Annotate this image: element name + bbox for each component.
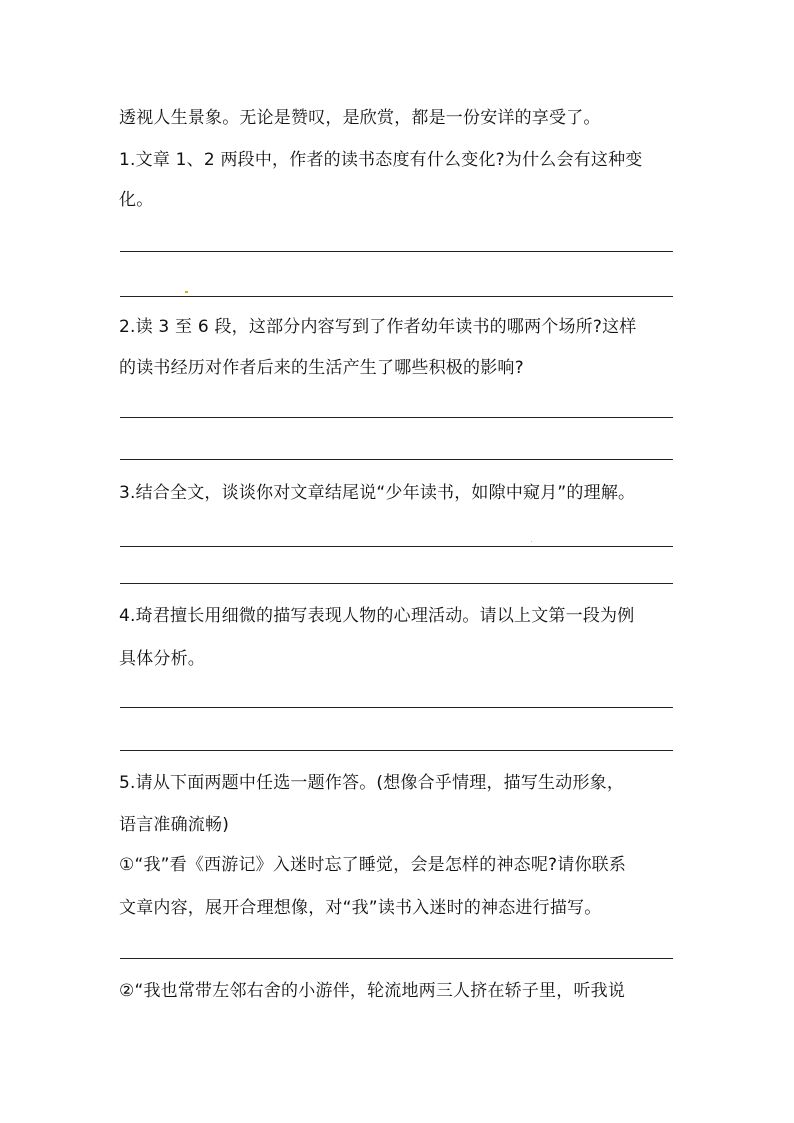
question-3-line-1: 3.结合全文，谈谈你对文章结尾说“少年读书，如隙中窥月”的理解。 [119,483,636,503]
decorative-mark [531,541,532,542]
answer-line[interactable] [120,459,673,460]
answer-line[interactable] [120,546,673,547]
question-4-line-2: 具体分析。 [119,649,205,669]
option-1-line-2: 文章内容，展开合理想像，对“我”读书入迷时的神态进行描写。 [119,898,602,918]
question-5-line-1: 5.请从下面两题中任选一题作答。(想像合乎情理，描写生动形象， [119,773,625,793]
question-2-line-2: 的读书经历对作者后来的生活产生了哪些积极的影响? [119,358,524,378]
answer-line[interactable] [120,296,673,297]
question-1-line-2: 化。 [119,190,154,210]
question-5-line-2: 语言准确流畅) [119,815,230,835]
decorative-mark [185,291,188,293]
option-1-line-1: ①“我”看《西游记》入迷时忘了睡觉，会是怎样的神态呢?请你联系 [119,855,627,875]
intro-text: 透视人生景象。无论是赞叹，是欣赏，都是一份安详的享受了。 [119,108,601,128]
option-2-line-1: ②“我也常带左邻右舍的小游伴，轮流地两三人挤在轿子里，听我说 [119,981,626,1001]
answer-line[interactable] [120,958,673,959]
question-1-line-1: 1.文章 1、2 两段中，作者的读书态度有什么变化?为什么会有这种变 [119,150,643,170]
question-4-line-1: 4.琦君擅长用细微的描写表现人物的心理活动。请以上文第一段为例 [119,606,635,626]
answer-line[interactable] [120,251,673,252]
answer-line[interactable] [120,750,673,751]
answer-line[interactable] [120,417,673,418]
answer-line[interactable] [120,583,673,584]
question-2-line-1: 2.读 3 至 6 段，这部分内容写到了作者幼年读书的哪两个场所?这样 [119,317,637,337]
answer-line[interactable] [120,707,673,708]
